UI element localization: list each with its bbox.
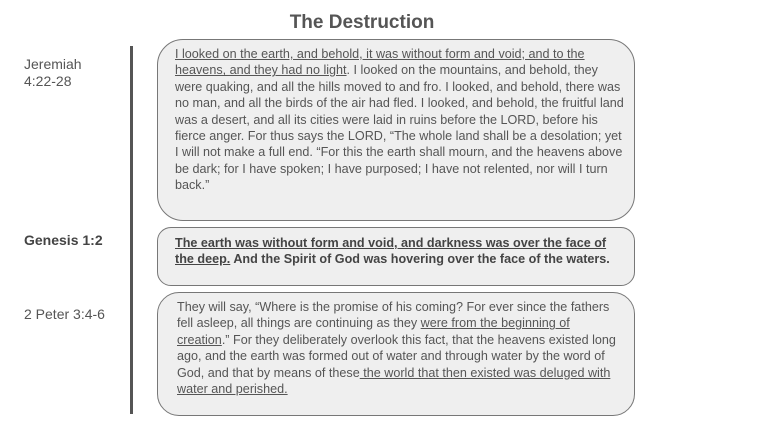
passage-text: .” For they deliberately overlook this fact, that the heavens existed long ago, and the earth was formed out of water and through water by the word of God, and that by means of these [177,332,616,380]
underlined-text: The earth was without form and void, and darkness was over the face of the deep. [175,236,607,267]
passage-text: They will say, “Where is the promise of his coming? For ever since the fathers fell asleep, all things are continuing as they [177,300,610,331]
underlined-text: I looked on the earth, and behold, it was without form and void; and to the heavens, and they had no light [175,47,585,78]
passage-box-jeremiah [157,39,635,221]
vertical-divider [130,46,133,414]
passage-box-2-peter [157,292,635,416]
passage-box-genesis [157,227,635,286]
passage-text: And the Spirit of God was hovering over the face of the waters. [230,252,610,267]
page-title: The Destruction [289,12,435,33]
underlined-text: the world that then existed was deluged with water and perished. [177,365,611,397]
reference-jeremiah: Jeremiah 4:22-28 [24,56,82,89]
passage-text: . I looked on the mountains, and behold, they were quaking, and all the hills moved to and fro. I looked, and behold, there was no man, and all the birds of the air had fled. I looked, and behold, the fruitful land was a desert, and all its cities were laid in ruins before the LORD, before his fierce anger. For thus says the LORD, “The whole land shall be a desolation; yet I will not make a full end. “For this the earth shall mourn, and the heavens above be dark; for I have spoken; I have purposed; I have not relented, nor will I turn back.” [175,63,624,193]
underlined-text: were from the beginning of creation [177,316,570,347]
reference-2-peter: 2 Peter 3:4-6 [24,306,105,322]
reference-genesis: Genesis 1:2 [24,232,103,248]
